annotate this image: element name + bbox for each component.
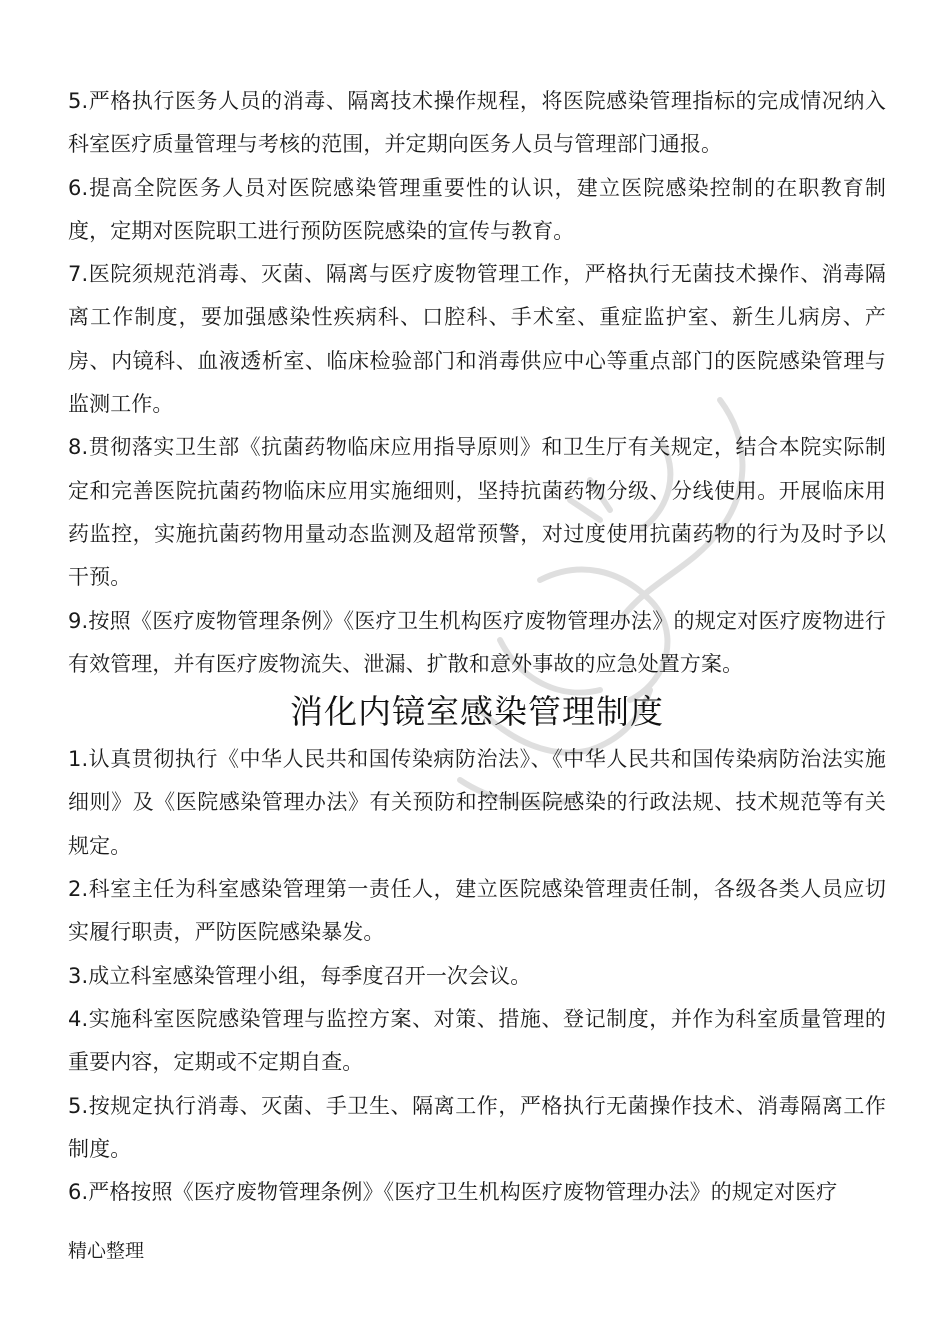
paragraph: 2.科室主任为科室感染管理第一责任人，建立医院感染管理责任制，各级各类人员应切实履行职责，严防医院感染暴发。 <box>68 877 886 945</box>
paragraph: 8.贯彻落实卫生部《抗菌药物临床应用指导原则》和卫生厅有关规定，结合本院实际制定和完善医院抗菌药物临床应用实施细则，坚持抗菌药物分级、分线使用。开展临床用药监控，实施抗菌药物用量动态监测及超常预警，对过度使用抗菌药物的行为及时予以干预。 <box>68 435 886 590</box>
paragraph: 1.认真贯彻执行《中华人民共和国传染病防治法》、《中华人民共和国传染病防治法实施细则》及《医院感染管理办法》有关预防和控制医院感染的行政法规、技术规范等有关规定。 <box>68 747 886 858</box>
page-footer: 精心整理 <box>68 1240 145 1262</box>
paragraph: 6.严格按照《医疗废物管理条例》《医疗卫生机构医疗废物管理办法》的规定对医疗 <box>68 1180 838 1205</box>
paragraph: 3.成立科室感染管理小组，每季度召开一次会议。 <box>68 963 532 988</box>
paragraph: 9.按照《医疗废物管理条例》《医疗卫生机构医疗废物管理办法》的规定对医疗废物进行有效管理，并有医疗废物流失、泄漏、扩散和意外事故的应急处置方案。 <box>68 608 886 676</box>
section-title: 消化内镜室感染管理制度 <box>290 692 664 732</box>
paragraph: 6.提高全院医务人员对医院感染管理重要性的认识，建立医院感染控制的在职教育制度，定期对医院职工进行预防医院感染的宣传与教育。 <box>68 175 886 243</box>
paragraph: 5.严格执行医务人员的消毒、隔离技术操作规程，将医院感染管理指标的完成情况纳入科室医疗质量管理与考核的范围，并定期向医务人员与管理部门通报。 <box>68 89 886 157</box>
paragraph: 4.实施科室医院感染管理与监控方案、对策、措施、登记制度，并作为科室质量管理的重要内容，定期或不定期自查。 <box>68 1006 886 1075</box>
paragraph: 5.按规定执行消毒、灭菌、手卫生、隔离工作，严格执行无菌操作技术、消毒隔离工作制度。 <box>68 1093 886 1161</box>
paragraph: 7.医院须规范消毒、灭菌、隔离与医疗废物管理工作，严格执行无菌技术操作、消毒隔离工作制度，要加强感染性疾病科、口腔科、手术室、重症监护室、新生儿病房、产房、内镜科、血液透析室、临床检验部门和消毒供应中心等重点部门的医院感染管理与监测工作。 <box>68 262 886 417</box>
document-body <box>68 80 886 1214</box>
